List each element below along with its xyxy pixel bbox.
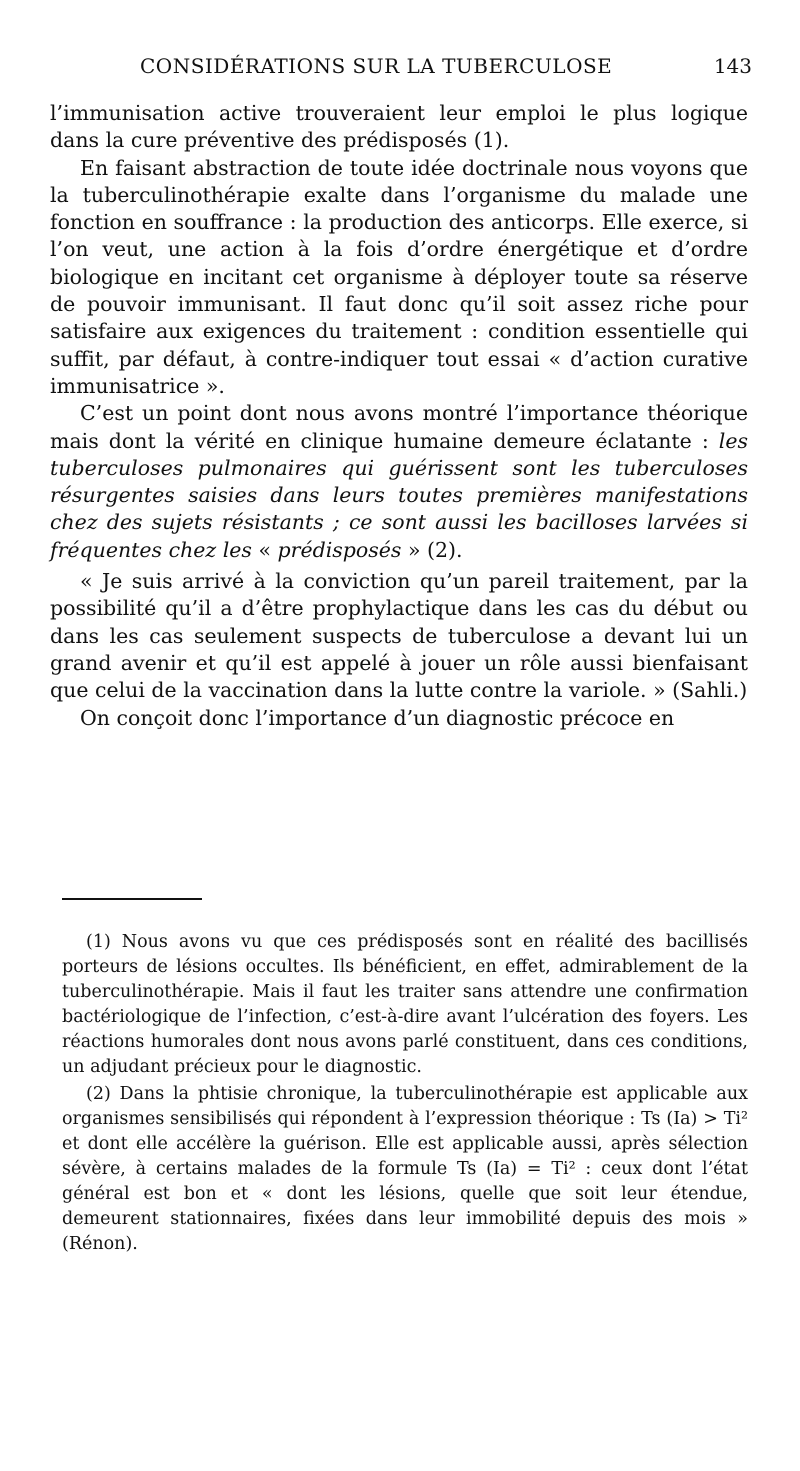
footnote-separator xyxy=(62,898,202,900)
paragraph-4-quotation: « Je suis arrivé à la conviction qu’un pareil traitement, par la possibilité qu’il a d’être prophylactique dans les cas du début ou dans les cas seulement suspects de tuberculose a devant lui un grand avenir et qu’il est appelé à jouer un rôle aussi bienfaisant que celui de la vaccination dans la lutte contre la variole. » (Sahli.) xyxy=(50,569,748,703)
page-number: 143 xyxy=(713,54,752,78)
paragraph-1: l’immunisation active trouveraient leur emploi le plus logique dans la cure préventive des prédisposés (1). xyxy=(50,101,748,153)
paragraph-3-start: C’est un point dont nous avons montré l’importance théorique mais dont la vérité en clinique humaine demeure éclatante : xyxy=(50,401,748,453)
running-head xyxy=(52,54,752,84)
footnote-2: (2) Dans la phtisie chronique, la tuberculinothérapie est applicable aux organismes sensibilisés qui répondent à l’expression théorique : Ts (Ia) > Ti² et dont elle accélère la guérison. Elle est applicable aussi, après sélection sévère, à certains malades de la formule Ts (Ia) = Ti² : ceux dont l’état général est bon et « dont les lésions, quelle que soit leur étendue, demeurent stationnaires, fixées dans leur immobilité depuis des mois » (Rénon). xyxy=(62,1084,748,1254)
paragraph-3-end: » (2). xyxy=(401,537,463,562)
running-title: CONSIDÉRATIONS SUR LA TUBERCULOSE xyxy=(140,54,613,78)
paragraph-5: On conçoit donc l’importance d’un diagnostic précoce en xyxy=(80,705,675,730)
footnotes xyxy=(62,930,748,1257)
footnote-1: (1) Nous avons vu que ces prédisposés sont en réalité des bacillisés porteurs de lésions occultes. Ils bénéficient, en effet, admirablement de la tuberculinothérapie. Mais il faut les traiter sans attendre une confirmation bactériologique de l’infection, c’est-à-dire avant l’ulcération des foyers. Les réactions humorales dont nous avons parlé constituent, dans ces conditions, un adjudant précieux pour le diagnostic. xyxy=(62,932,748,1077)
paragraph-3 xyxy=(50,400,748,564)
paragraph-2: En faisant abstraction de toute idée doctrinale nous voyons que la tuberculinothérapie exalte dans l’organisme du malade une fonction en souffrance : la production des anticorps. Elle exerce, si l’on veut, une action à la fois d’ordre énergétique et d’ordre biologique en incitant cet organisme à déployer toute sa réserve de pouvoir immunisant. Il faut donc qu’il soit assez riche pour satisfaire aux exigences du traitement : condition essentielle qui suffit, par défaut, à contre-indiquer tout essai « d’action curative immunisatrice ». xyxy=(50,155,748,398)
paragraph-3-italic-passage: les tuberculoses pulmonaires qui guérissent sont les tuberculoses résurgentes saisies dans leurs toutes premières manifestations chez des sujets résistants ; ce sont aussi les bacilloses larvées si fréquentes chez les xyxy=(50,428,748,562)
quote-open: « xyxy=(251,537,278,562)
main-text xyxy=(50,100,748,732)
italic-predisposes: prédisposés xyxy=(277,537,402,562)
